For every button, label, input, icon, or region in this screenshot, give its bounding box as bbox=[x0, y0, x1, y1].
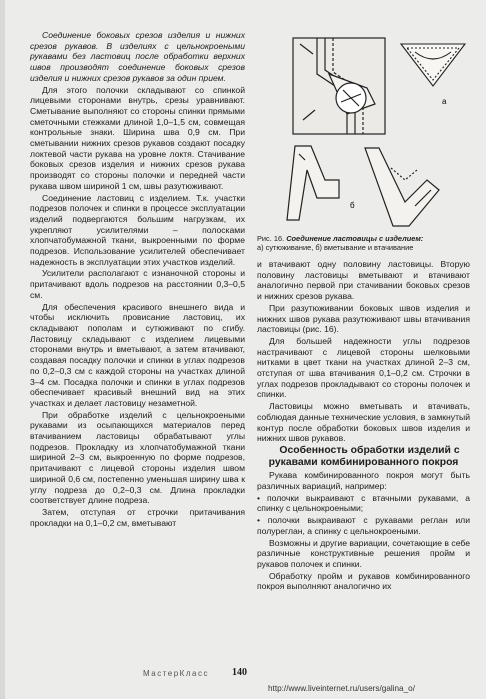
left-paragraph-5: Для обеспечения красивого внешнего вида и чтобы исключить провисание ластовиц, их складывают пополам и сутюживают по сгибу. Ластовицу складывают с изделием лицевыми сторонами внутрь и вметывают, а затем втачивают, создавая посадку полочки и спинки в углах подрезов по 0,2–0,3 см с каждой стороны на участках длиной 3–4 см. Посадка полочки и спинки в углах подрезов обеспечивает красивый внешний вид на этих участках и делает ластовицу незаметной. bbox=[30, 301, 245, 408]
page-edge-shadow bbox=[0, 0, 5, 699]
caption-title: Соединение ластовицы с изделием: bbox=[286, 234, 424, 243]
left-paragraph-2: Для этого полочки складывают со спинкой лицевыми сторонами внутрь, срезы уравнивают. Сметывание выполняют со стороны спинки прямыми сметочными стежками длиной 1,0–1,5 см, совмещая контрольные знаки. Ширина шва 0,9 см. При сметывании нижних срезов рукавов создают посадку локтевой части рукава на уровне локтя. Стачивание боковых срезов изделия и нижних срезов рукава производят со стороны полочки и передней части рукава швом шириной 1 см, швы разутюживают. bbox=[30, 84, 245, 191]
figure-caption bbox=[257, 234, 472, 252]
right-paragraph-1: и втачивают одну половину ластовицы. Вторую половину ластовицы вметывают и втачивают аналогично первой при стачивании боковых срезов и нижних срезов рукава. bbox=[257, 259, 470, 302]
magazine-brand: МастерКласс bbox=[143, 669, 209, 678]
caption-text: а) сутюживание, б) вметывание и втачивание bbox=[257, 243, 414, 253]
section-heading: Особенность обработки изделий с рукавами комбинированного покроя bbox=[268, 444, 460, 469]
left-paragraph-1: Соединение боковых срезов изделия и нижних срезов рукавов. В изделиях с цельнокроеными рукавами без ластовиц после обработки верхних швов производят соединение боковых срезов изделия и нижних срезов рукавов за один прием. bbox=[30, 30, 245, 83]
right-paragraph-3: Для большей надежности углы подрезов настрачивают с лицевой стороны шелковыми нитками в цвет ткани на участках длиной 2–3 см, отступая от шва втачивания 0,1–0,2 см. Строчки в углах подрезов прокладывают со стороны полочек и спинки. bbox=[257, 335, 470, 400]
right-paragraph-5: Рукава комбинированного покроя могут быть различных вариаций, например: bbox=[257, 470, 470, 492]
right-paragraph-6: Возможны и другие вариации, сочетающие в себе различные конструктивные решения пройм и рукавов полочек и спинки. bbox=[257, 537, 470, 569]
bullet-item-1: • полочки выкраивают с втачными рукавами, а спинку с цельнокроеными; bbox=[257, 492, 470, 514]
right-paragraph-2: При разутюживании боковых швов изделия и нижних швов рукава разутюживают швы втачивания ластовицы (рис. 16). bbox=[257, 302, 470, 335]
left-column bbox=[30, 30, 245, 529]
figure-label-b: б bbox=[350, 201, 355, 210]
right-column bbox=[257, 259, 470, 593]
left-paragraph-3: Соединение ластовиц с изделием. Т.к. участки подрезов полочек и спинки в процессе эксплуатации изделий подвергаются большим нагрузкам, их укрепляют усилителями – полосками хлопчатобумажной ткани, выкроенными по форме подрезов. Использование усилителей обеспечивает надежность в эксплуатации этих участков изделий. bbox=[30, 192, 245, 267]
figure-16-illustration bbox=[255, 30, 473, 230]
left-paragraph-7: Затем, отступая от строчки притачивания прокладки на 0,1–0,2 см, вметывают bbox=[30, 506, 245, 528]
figure-label-a: а bbox=[442, 97, 447, 106]
left-paragraph-4: Усилители располагают с изнаночной стороны и притачивают вдоль подрезов на расстоянии 0,3–0,5 см. bbox=[30, 268, 245, 300]
right-paragraph-4: Ластовицы можно вметывать и втачивать, соблюдая данные технические условия, в замкнутый контур после обработки боковых швов изделия и нижних швов рукавов. bbox=[257, 401, 470, 444]
right-paragraph-7: Обработку пройм и рукавов комбинированного покроя выполняют аналогично их bbox=[257, 570, 470, 592]
figure-part-a bbox=[293, 38, 385, 134]
gusset-triangle bbox=[401, 44, 465, 86]
left-paragraph-6: При обработке изделий с цельнокроеными рукавами из осыпающихся материалов перед втачиванием ластовицы обрабатывают углы подрезов. Прокладку из хлопчатобумажной ткани шириной 2–3 см, выкроенную по форме подрезов, притачивают с лицевой стороны изделия швом шириной 0,6 см, постепенно уменьшая ширину шва к углу подреза до 0,2–0,3 см. Длина прокладки соответствует длине подреза. bbox=[30, 409, 245, 506]
source-url: http://www.liveinternet.ru/users/galina_o/ bbox=[268, 684, 415, 693]
bullet-item-2: • полочки выкраивают с рукавами реглан или полуреглан, а спинку с цельнокроеными. bbox=[257, 515, 470, 536]
figure-part-b bbox=[287, 146, 439, 226]
page-number: 140 bbox=[232, 667, 247, 678]
caption-number: Рис. 16. bbox=[257, 234, 285, 243]
page-footer bbox=[0, 666, 486, 680]
